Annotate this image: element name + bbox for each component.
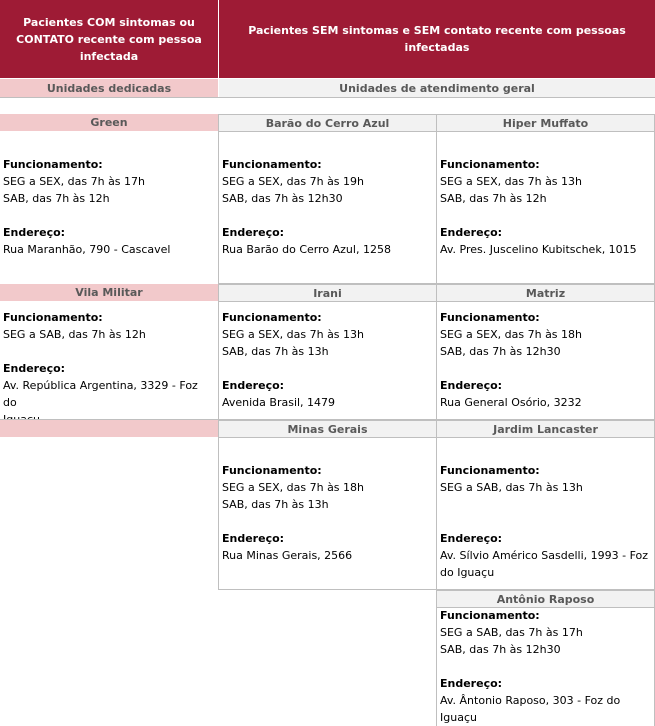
unit-irani-name: Irani <box>218 284 437 302</box>
hours-line: SEG a SEX, das 7h às 13h <box>222 328 365 341</box>
hours-line: SEG a SEX, das 7h às 13h <box>440 175 583 188</box>
unit-barao-card <box>219 156 436 258</box>
hours-line: SEG a SAB, das 7h às 17h <box>440 626 583 639</box>
address-line: Rua Maranhão, 790 - Cascavel <box>3 243 171 256</box>
address-line: Av. República Argentina, 3329 - Foz do <box>3 379 198 409</box>
unit-raposo-card <box>437 607 655 726</box>
unit-lancaster-card <box>437 462 655 581</box>
address-line: Rua Barão do Cerro Azul, 1258 <box>222 243 391 256</box>
hours-line: SAB, das 7h às 12h <box>440 192 547 205</box>
address-line: Rua Minas Gerais, 2566 <box>222 549 353 562</box>
header-dedicated <box>0 0 218 78</box>
subheader-general: Unidades de atendimento geral <box>219 79 655 97</box>
unit-irani-card <box>219 309 436 411</box>
address-line: Rua General Osório, 3232 <box>440 396 582 409</box>
unit-hiper-card <box>437 156 655 258</box>
hours-line: SAB, das 7h às 12h <box>3 192 110 205</box>
address-line: Avenida Brasil, 1479 <box>222 396 336 409</box>
hours-line: SAB, das 7h às 12h30 <box>222 192 343 205</box>
unit-green-name: Green <box>0 114 218 131</box>
unit-vila-card <box>0 309 218 428</box>
hours-label: Funcionamento: <box>440 311 540 324</box>
unit-raposo-name: Antônio Raposo <box>436 590 655 608</box>
hours-line: SEG a SEX, das 7h às 18h <box>222 481 365 494</box>
address-line: Av. Ântonio Raposo, 303 - Foz do <box>440 694 621 707</box>
address-line: Iguaçu <box>440 711 477 724</box>
subheader-dedicated: Unidades dedicadas <box>0 79 218 97</box>
unit-green-card <box>0 156 218 258</box>
address-label: Endereço: <box>3 226 66 239</box>
header-dedicated-text: Pacientes COM sintomas ou CONTATO recente com pessoa infectada <box>16 15 202 63</box>
address-line: Av. Sílvio Américo Sasdelli, 1993 - Foz <box>440 549 649 562</box>
hours-label: Funcionamento: <box>222 311 322 324</box>
hours-line: SEG a SAB, das 7h às 12h <box>3 328 146 341</box>
header-general <box>219 0 655 78</box>
unit-barao-name: Barão do Cerro Azul <box>218 114 437 132</box>
address-label: Endereço: <box>222 226 285 239</box>
unit-lancaster-name: Jardim Lancaster <box>436 420 655 438</box>
header-general-text: Pacientes SEM sintomas e SEM contato recente com pessoas infectadas <box>248 24 626 54</box>
unit-hiper-name: Hiper Muffato <box>436 114 655 132</box>
hours-line: SAB, das 7h às 13h <box>222 345 329 358</box>
hours-line: SAB, das 7h às 12h30 <box>440 345 561 358</box>
empty-dedicated-cell <box>0 420 218 437</box>
hours-label: Funcionamento: <box>3 311 103 324</box>
unit-matriz-name: Matriz <box>436 284 655 302</box>
hours-label: Funcionamento: <box>222 158 322 171</box>
hours-line: SEG a SEX, das 7h às 18h <box>440 328 583 341</box>
address-label: Endereço: <box>440 379 503 392</box>
address-label: Endereço: <box>3 362 66 375</box>
address-label: Endereço: <box>222 532 285 545</box>
hours-label: Funcionamento: <box>440 464 540 477</box>
address-label: Endereço: <box>440 226 503 239</box>
unit-matriz-card <box>437 309 655 411</box>
hours-line: SEG a SEX, das 7h às 19h <box>222 175 365 188</box>
hours-label: Funcionamento: <box>440 158 540 171</box>
address-line: do Iguaçu <box>440 566 495 579</box>
hours-line: SEG a SAB, das 7h às 13h <box>440 481 583 494</box>
address-label: Endereço: <box>440 532 503 545</box>
address-line: Av. Pres. Juscelino Kubitschek, 1015 <box>440 243 637 256</box>
hours-line: SAB, das 7h às 13h <box>222 498 329 511</box>
hours-label: Funcionamento: <box>3 158 103 171</box>
hours-label: Funcionamento: <box>440 609 540 622</box>
unit-minas-card <box>219 462 436 564</box>
unit-vila-name: Vila Militar <box>0 284 218 301</box>
hours-line: SEG a SEX, das 7h às 17h <box>3 175 146 188</box>
unit-minas-name: Minas Gerais <box>218 420 437 438</box>
address-label: Endereço: <box>222 379 285 392</box>
hours-line: SAB, das 7h às 12h30 <box>440 643 561 656</box>
hours-label: Funcionamento: <box>222 464 322 477</box>
address-label: Endereço: <box>440 677 503 690</box>
